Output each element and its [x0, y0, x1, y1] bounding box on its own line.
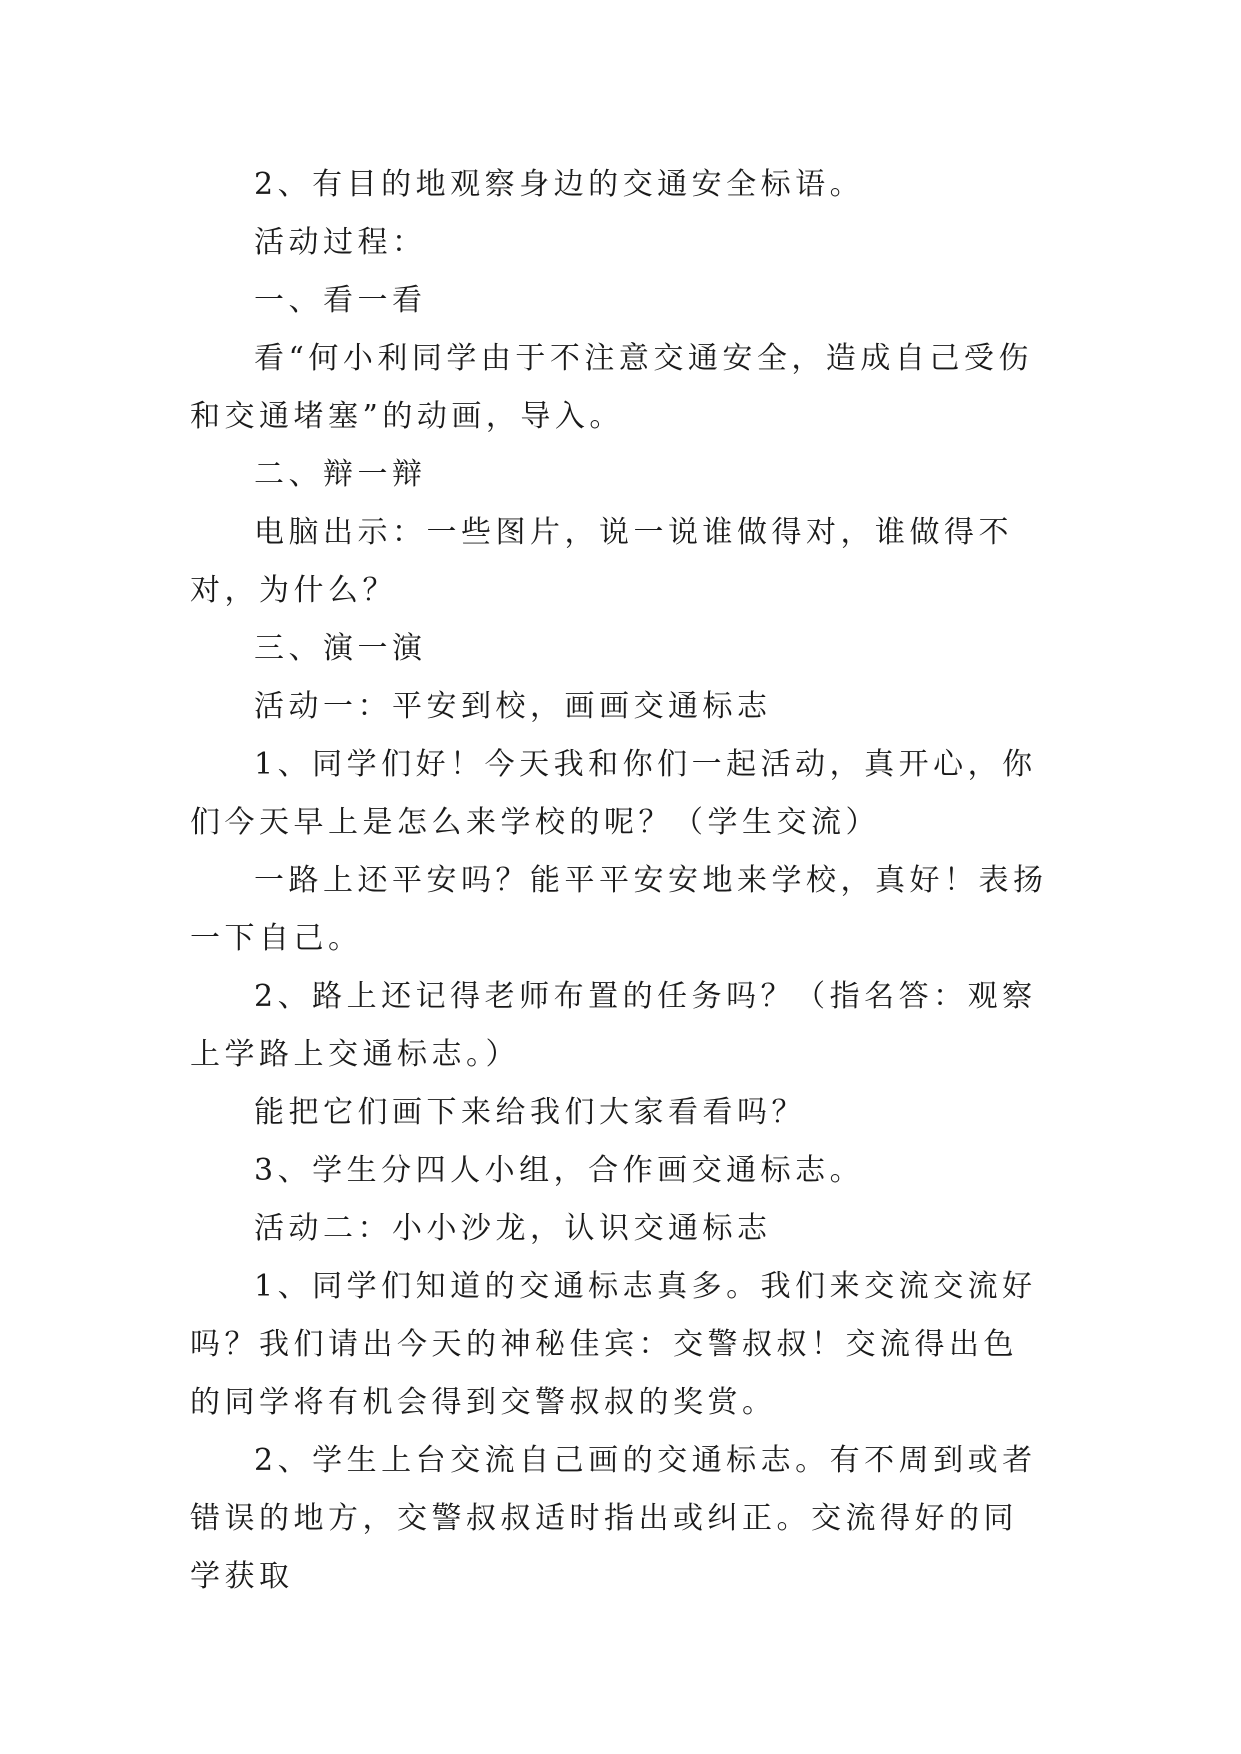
- document-body: [190, 156, 1050, 1606]
- paragraph: 能把它们画下来给我们大家看看吗？: [254, 1095, 806, 1130]
- paragraph: 1、同学们好！今天我和你们一起活动，真开心，你们今天早上是怎么来学校的呢？（学生交流）: [190, 747, 1037, 840]
- section-heading: 三、演一演: [254, 631, 427, 666]
- paragraph: 2、学生上台交流自己画的交通标志。有不周到或者错误的地方，交警叔叔适时指出或纠正。交流得好的同学获取: [190, 1443, 1037, 1594]
- paragraph: 活动过程：: [254, 225, 427, 260]
- activity-heading: 活动二：小小沙龙，认识交通标志: [254, 1211, 772, 1246]
- paragraph: 2、路上还记得老师布置的任务吗？（指名答：观察上学路上交通标志。）: [190, 979, 1037, 1072]
- paragraph: 看“何小利同学由于不注意交通安全，造成自己受伤和交通堵塞”的动画，导入。: [190, 341, 1033, 434]
- activity-heading: 活动一：平安到校，画画交通标志: [254, 689, 772, 724]
- section-heading: 二、辩一辩: [254, 457, 427, 492]
- paragraph: 一路上还平安吗？能平平安安地来学校，真好！表扬一下自己。: [190, 863, 1048, 956]
- section-heading: 一、看一看: [254, 283, 427, 318]
- paragraph: 1、同学们知道的交通标志真多。我们来交流交流好吗？我们请出今天的神秘佳宾：交警叔叔！交流得出色的同学将有机会得到交警叔叔的奖赏。: [190, 1269, 1037, 1420]
- paragraph: 3、学生分四人小组，合作画交通标志。: [254, 1153, 865, 1188]
- paragraph: 电脑出示：一些图片，说一说谁做得对，谁做得不对，为什么？: [190, 515, 1013, 608]
- paragraph: 2、有目的地观察身边的交通安全标语。: [254, 167, 865, 202]
